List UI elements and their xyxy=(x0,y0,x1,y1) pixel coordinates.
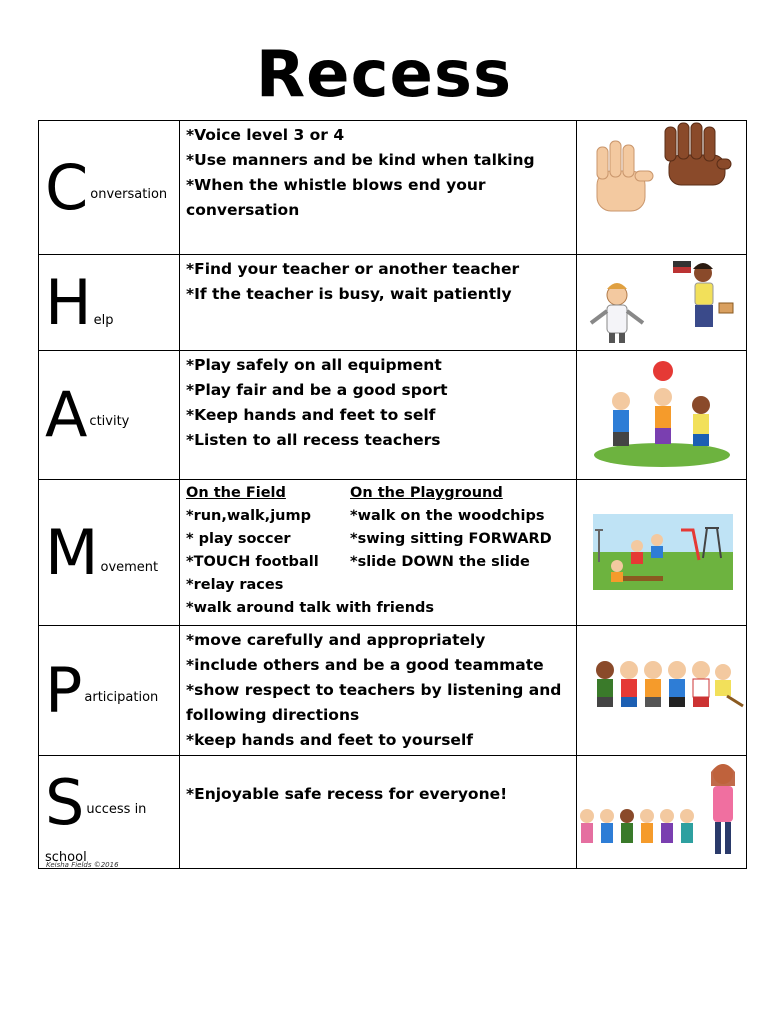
hand-three-icon xyxy=(597,141,653,211)
word-movement: ovement xyxy=(100,560,159,575)
label-cell-movement xyxy=(39,480,180,626)
word-help: elp xyxy=(93,313,114,328)
image-cell-activity xyxy=(577,351,747,480)
list-item: *Find your teacher or another teacher xyxy=(186,260,520,278)
list-item: *move carefully and appropriately xyxy=(186,631,486,649)
list-item: *TOUCH football xyxy=(186,554,319,570)
word-activity: ctivity xyxy=(89,414,130,429)
list-item: *Listen to all recess teachers xyxy=(186,431,441,449)
list-item: *Voice level 3 or 4 xyxy=(186,126,345,144)
image-cell-help xyxy=(577,255,747,351)
letter-m: M xyxy=(45,515,99,589)
word-success: uccess in xyxy=(86,802,147,817)
row-conversation xyxy=(39,121,747,255)
playground-scene-icon xyxy=(577,480,746,625)
list-item: *Keep hands and feet to self xyxy=(186,406,436,424)
text-cell-success xyxy=(180,756,577,869)
text-cell-help xyxy=(180,255,577,351)
list-item: *relay races xyxy=(186,577,284,593)
image-cell-movement xyxy=(577,480,747,626)
word-school: school xyxy=(45,849,87,865)
label-cell-success xyxy=(39,756,180,869)
image-cell-participation xyxy=(577,626,747,756)
label-cell-conversation xyxy=(39,121,180,255)
list-item: *include others and be a good teammate xyxy=(186,656,544,674)
playground-heading: On the Playground xyxy=(350,485,503,501)
list-item: *swing sitting FORWARD xyxy=(350,531,552,547)
text-cell-activity xyxy=(180,351,577,480)
label-cell-activity xyxy=(39,351,180,480)
list-item: *Play safely on all equipment xyxy=(186,356,442,374)
kids-playing-icon xyxy=(577,351,746,479)
list-item: *Enjoyable safe recess for everyone! xyxy=(186,785,508,803)
list-item: *keep hands and feet to yourself xyxy=(186,731,473,749)
word-participation: articipation xyxy=(84,690,159,705)
teacher-icon xyxy=(673,261,733,327)
letter-c: C xyxy=(45,150,89,224)
field-heading: On the Field xyxy=(186,485,286,501)
field-column xyxy=(186,482,350,574)
image-cell-conversation xyxy=(577,121,747,255)
students-line-icon xyxy=(577,756,746,868)
list-item: *Use manners and be kind when talking xyxy=(186,151,535,169)
text-cell-conversation xyxy=(180,121,577,255)
movement-columns xyxy=(186,482,570,574)
row-participation xyxy=(39,626,747,756)
playground-column xyxy=(350,482,552,574)
page-title: Recess xyxy=(255,38,513,112)
row-help xyxy=(39,255,747,351)
hand-four-icon xyxy=(665,123,731,185)
copyright-footer: Keisha Fields ©2016 xyxy=(46,861,119,869)
letter-a: A xyxy=(45,378,88,451)
list-item: *slide DOWN the slide xyxy=(350,554,530,570)
movement-extra xyxy=(186,574,570,620)
row-activity xyxy=(39,351,747,480)
team-kids-icon xyxy=(577,626,746,753)
word-conversation: onversation xyxy=(90,187,168,202)
row-success xyxy=(39,756,747,869)
label-cell-help xyxy=(39,255,180,351)
list-item: *show respect to teachers by listening and following directions xyxy=(186,681,562,724)
row-movement xyxy=(39,480,747,626)
letter-s: S xyxy=(45,765,85,839)
list-item: *If the teacher is busy, wait patiently xyxy=(186,285,512,303)
image-cell-success xyxy=(577,756,747,869)
text-cell-participation xyxy=(180,626,577,756)
list-item: * play soccer xyxy=(186,531,291,547)
champ-table xyxy=(38,120,747,869)
doctor-icon xyxy=(591,283,643,343)
list-item: *walk on the woodchips xyxy=(350,508,545,524)
label-cell-participation xyxy=(39,626,180,756)
list-item: *run,walk,jump xyxy=(186,508,311,524)
letter-h: H xyxy=(45,265,92,339)
list-item: *Play fair and be a good sport xyxy=(186,381,448,399)
list-item: *When the whistle blows end your conversation xyxy=(186,176,486,219)
letter-p: P xyxy=(45,653,83,727)
list-item: *walk around talk with friends xyxy=(186,600,435,616)
text-cell-movement xyxy=(180,480,577,626)
